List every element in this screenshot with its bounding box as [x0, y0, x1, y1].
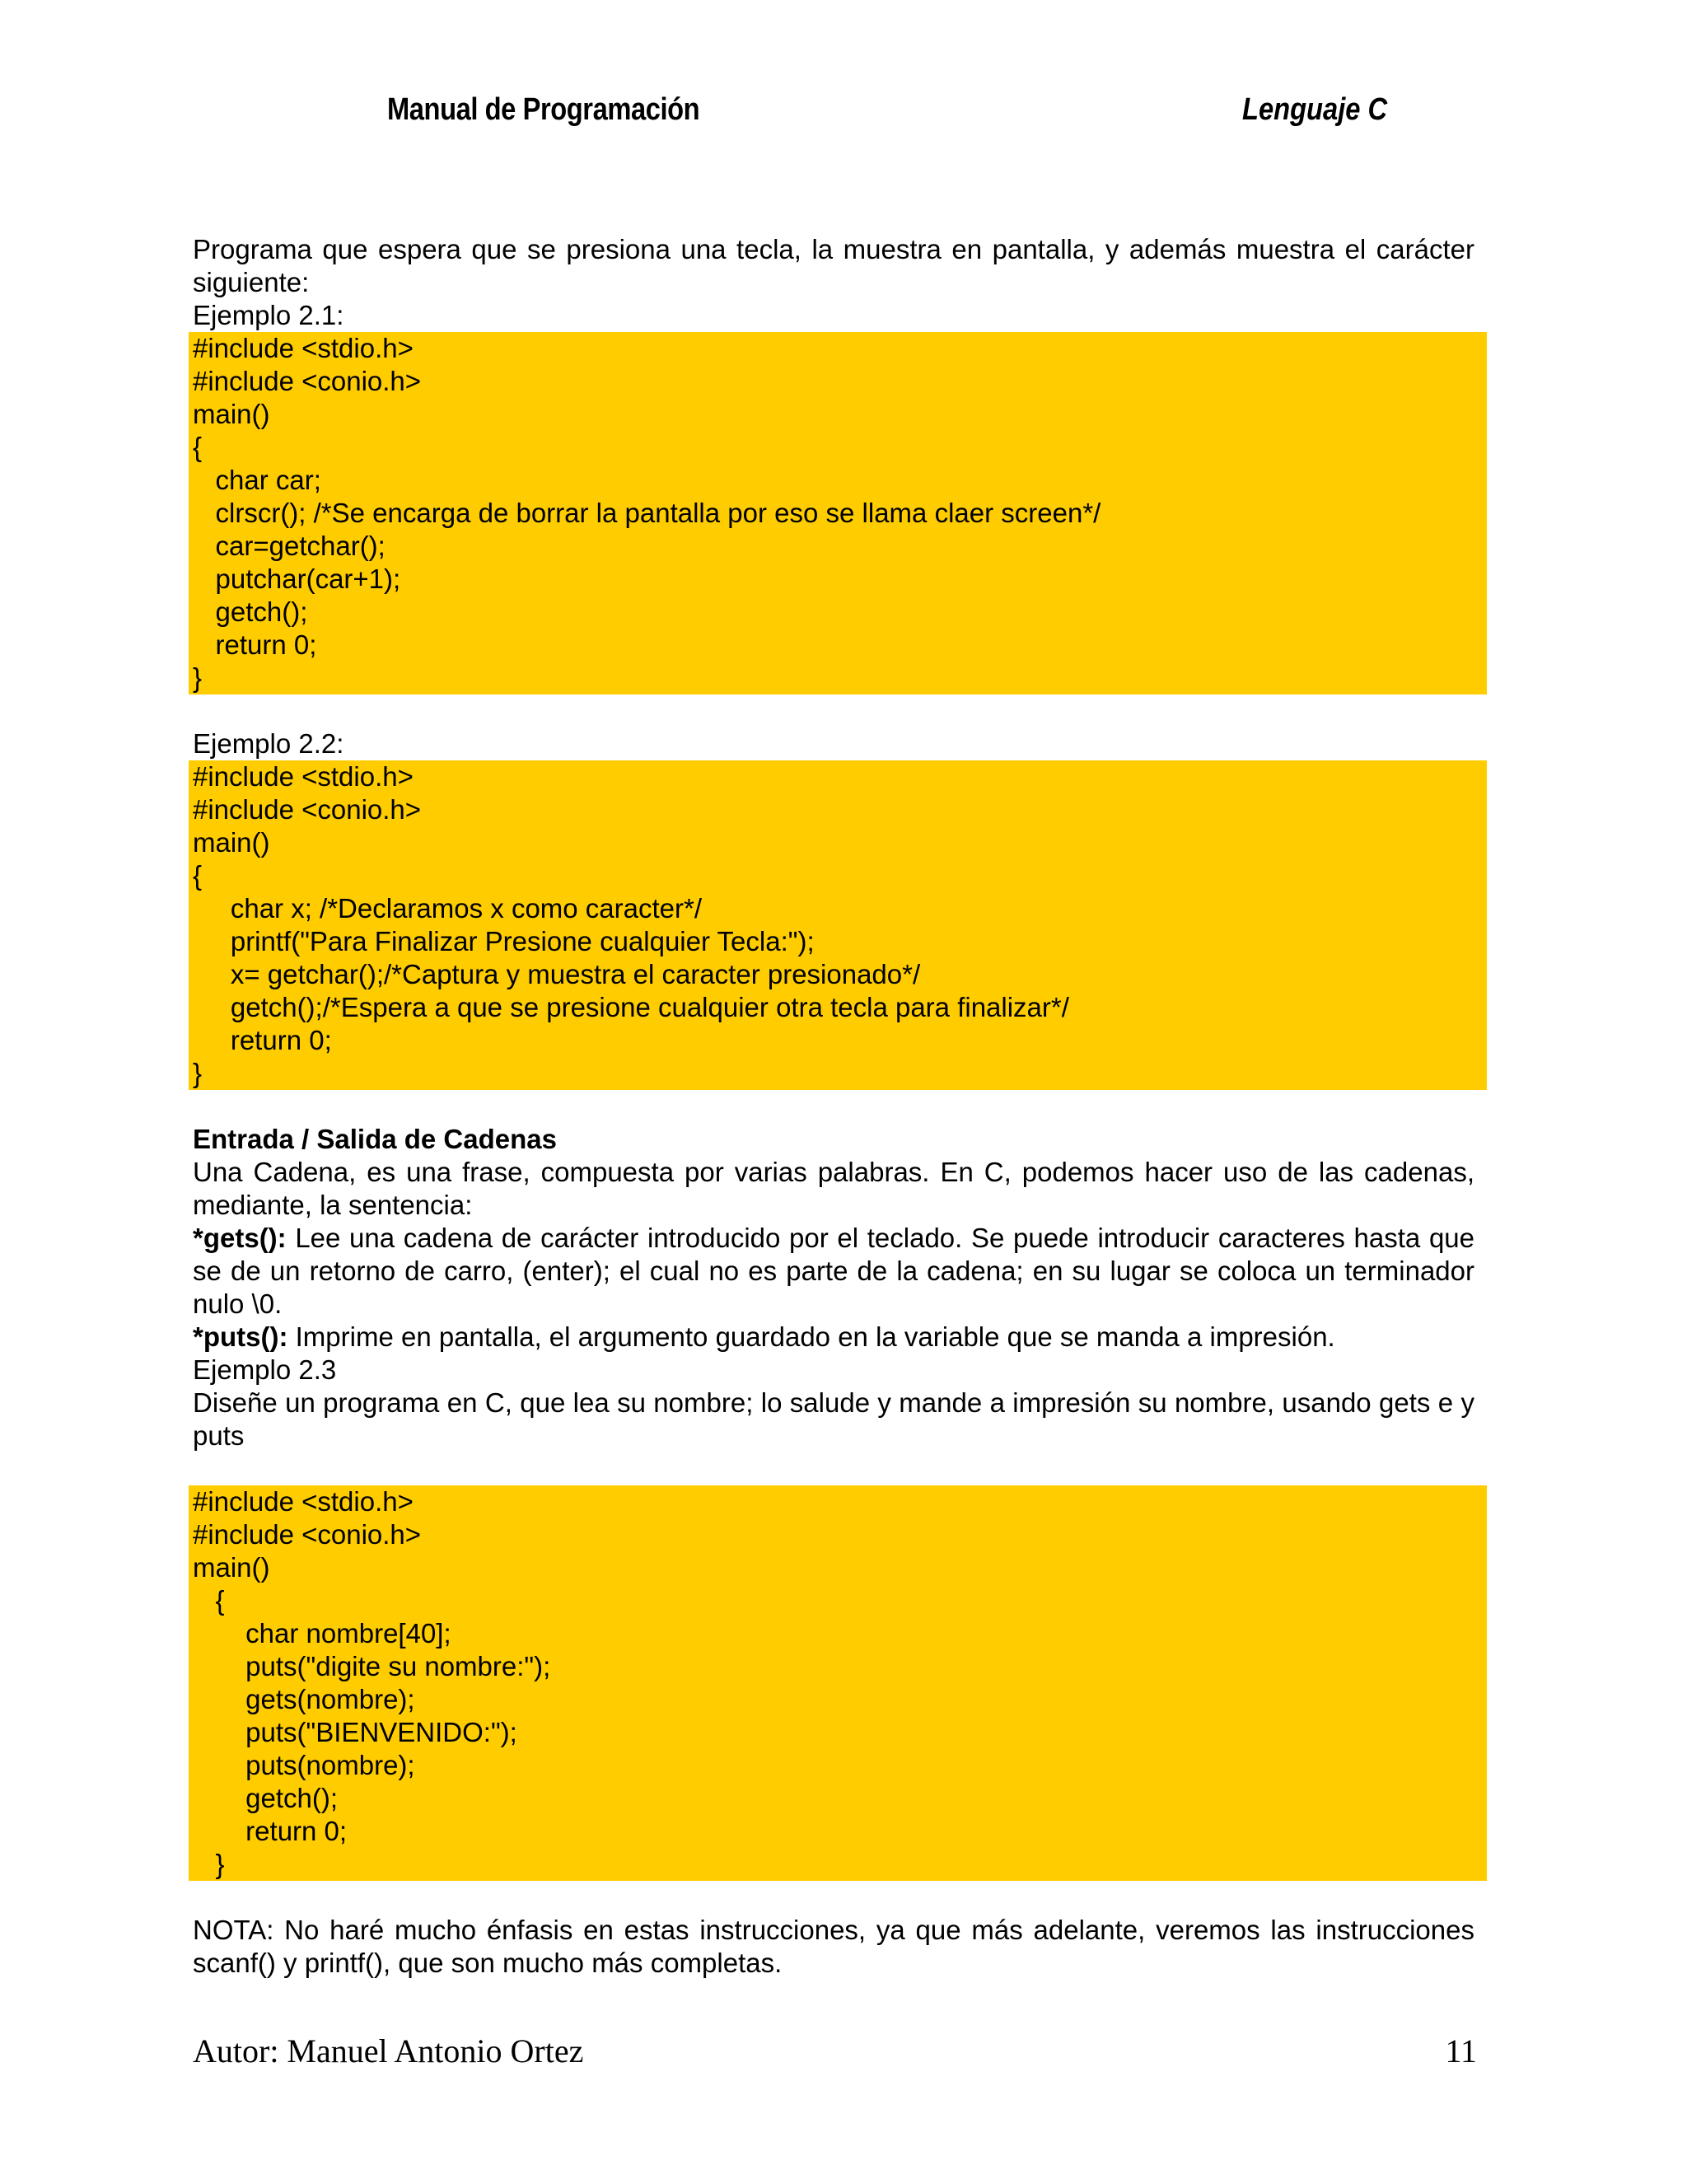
code-line: getch(); — [193, 596, 308, 627]
code-line: #include <stdio.h> — [193, 333, 414, 363]
spacer — [193, 1452, 1474, 1485]
section-heading: Entrada / Salida de Cadenas — [193, 1124, 557, 1154]
code-line: { — [193, 1585, 225, 1616]
strings-paragraph: Una Cadena, es una frase, compuesta por varias palabras. En C, podemos hacer uso de las cadenas, mediante, la sentencia: — [193, 1157, 1474, 1220]
page-number: 11 — [1445, 2032, 1477, 2069]
spacer — [193, 1881, 1474, 1914]
spacer — [193, 694, 1474, 727]
code-line: car=getchar(); — [193, 531, 386, 561]
gets-term: *gets(): — [193, 1223, 287, 1253]
code-line: clrscr(); /*Se encarga de borrar la pantalla por eso se llama claer screen*/ — [193, 498, 1101, 528]
code-line: return 0; — [193, 1025, 332, 1055]
example-2-2-label: Ejemplo 2.2: — [193, 728, 344, 759]
code-line: main() — [193, 827, 270, 858]
code-line: gets(nombre); — [193, 1684, 415, 1714]
header-subtitle: Lenguaje C — [1242, 92, 1388, 127]
code-line: #include <conio.h> — [193, 794, 422, 825]
example-2-3-description: Diseñe un programa en C, que lea su nombre; lo salude y mande a impresión su nombre, usando gets e y puts — [193, 1387, 1474, 1451]
code-line: puts(nombre); — [193, 1750, 415, 1780]
code-line: main() — [193, 399, 270, 429]
code-line: main() — [193, 1552, 270, 1583]
code-line: #include <stdio.h> — [193, 761, 414, 792]
code-line: { — [193, 860, 203, 891]
code-line: getch(); — [193, 1783, 339, 1813]
gets-paragraph — [193, 1222, 1474, 1321]
code-line: putchar(car+1); — [193, 564, 401, 594]
code-line: { — [193, 432, 203, 462]
code-line: puts("BIENVENIDO:"); — [193, 1717, 517, 1747]
footer-author: Autor: Manuel Antonio Ortez — [193, 2032, 584, 2069]
code-line: x= getchar();/*Captura y muestra el caracter presionado*/ — [193, 959, 921, 989]
code-line: return 0; — [193, 1816, 348, 1846]
example-2-1-label: Ejemplo 2.1: — [193, 300, 344, 330]
code-block-example-2-1 — [189, 332, 1487, 694]
spacer — [193, 1090, 1474, 1123]
code-line: char nombre[40]; — [193, 1618, 451, 1649]
page-content — [193, 233, 1474, 1980]
code-block-example-2-3 — [189, 1485, 1487, 1881]
code-line: return 0; — [193, 629, 317, 660]
code-line: } — [193, 1058, 203, 1088]
code-line: char car; — [193, 465, 321, 495]
code-line: #include <conio.h> — [193, 1519, 422, 1550]
code-line: #include <stdio.h> — [193, 1486, 414, 1517]
puts-term: *puts(): — [193, 1321, 288, 1352]
code-line: } — [193, 662, 203, 693]
code-line: char x; /*Declaramos x como caracter*/ — [193, 893, 703, 924]
header-title: Manual de Programación — [387, 92, 700, 127]
code-line: #include <conio.h> — [193, 366, 422, 396]
puts-paragraph — [193, 1321, 1474, 1354]
gets-description: Lee una cadena de carácter introducido por el teclado. Se puede introducir caracteres hasta que se de un retorno de carro, (enter); el cual no es parte de la cadena; en su lugar se coloca un terminador nulo \0. — [193, 1223, 1474, 1319]
code-line: puts("digite su nombre:"); — [193, 1651, 551, 1681]
note-paragraph: NOTA: No haré mucho énfasis en estas instrucciones, ya que más adelante, veremos las instrucciones scanf() y printf(), que son mucho más completas. — [193, 1915, 1474, 1978]
code-line: printf("Para Finalizar Presione cualquier Tecla:"); — [193, 926, 815, 956]
puts-description: Imprime en pantalla, el argumento guardado en la variable que se manda a impresión. — [287, 1321, 1335, 1352]
code-line: getch();/*Espera a que se presione cualquier otra tecla para finalizar*/ — [193, 992, 1069, 1022]
code-line: } — [193, 1849, 225, 1879]
example-2-3-label: Ejemplo 2.3 — [193, 1354, 337, 1385]
code-block-example-2-2 — [189, 760, 1487, 1090]
intro-paragraph: Programa que espera que se presiona una tecla, la muestra en pantalla, y además muestra el carácter siguiente: — [193, 234, 1474, 297]
